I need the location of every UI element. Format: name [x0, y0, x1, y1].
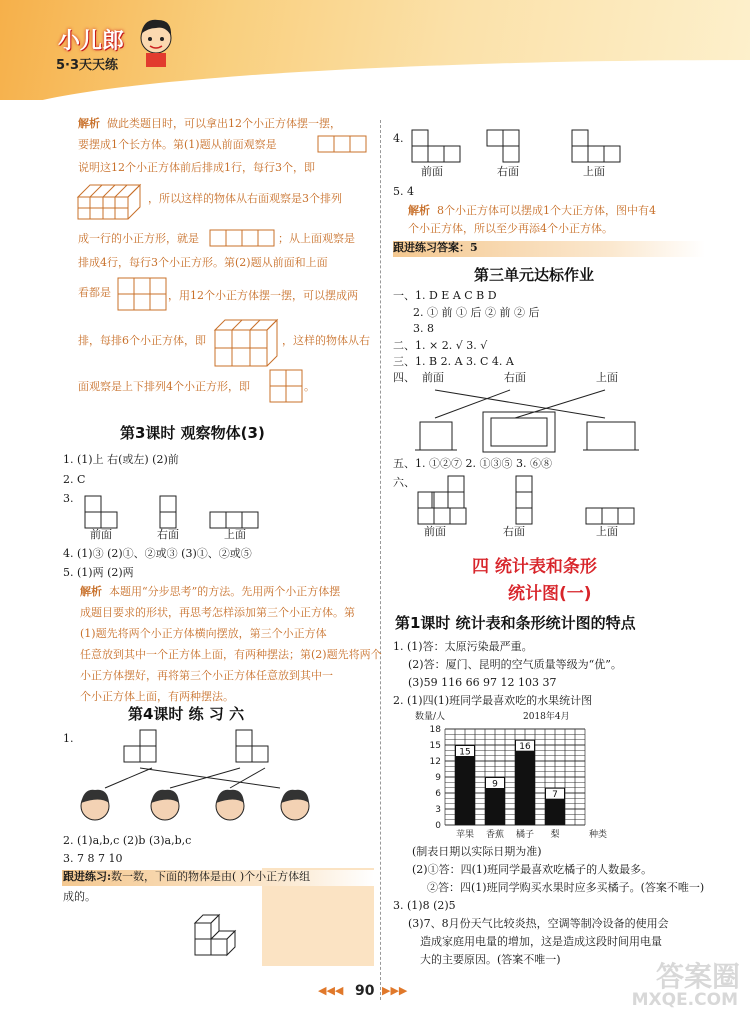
lesson1-title: 第1课时 统计表和条形统计图的特点 — [395, 614, 636, 632]
right-q4-view-top: 上面 — [583, 165, 605, 178]
bar-3 — [515, 740, 535, 825]
analysis-line-11: ，这样的物体从右 — [282, 334, 370, 347]
follow-practice-line2: 成的。 — [63, 890, 96, 903]
lesson1-a2: (2)答：厦门、昆明的空气质量等级为“优”。 — [408, 658, 622, 671]
lesson3-view-front: 前面 — [90, 528, 112, 541]
brand-logo: 小儿郎 — [58, 29, 125, 54]
y-axis-title: 数量/人 — [415, 712, 446, 722]
column-divider — [380, 120, 381, 1000]
cube-stack-figure — [195, 905, 247, 957]
unit3-line-8-label: 六、 — [393, 476, 415, 489]
analysis-line-6: ；从上面观察是 — [278, 232, 355, 245]
fruit-bar-chart — [410, 705, 630, 845]
analysis-line-12: 面观察是上下排列4个小正方形，即 — [78, 380, 250, 393]
lesson3-analysis-1: 解析 本题用“分步思考”的方法。先用两个小正方体摆 — [80, 585, 341, 598]
analysis-line-13: 。 — [304, 380, 315, 393]
lesson1-note: (制表日期以实际日期为准) — [412, 845, 542, 858]
right-q5-analysis-2: 个小正方体，所以至少再添4个小正方体。 — [408, 222, 613, 235]
y-tick-label: 0 — [435, 821, 441, 831]
right-q5: 5. 4 — [393, 185, 414, 198]
lesson1-a9: 造成家庭用电量的增加，这是造成这段时间用电量 — [420, 935, 662, 948]
next-page-arrows: ▶▶▶ — [382, 984, 408, 997]
lesson4-q2: 2. (1)a,b,c (2)b (3)a,b,c — [63, 834, 192, 847]
unit3-matching-figure — [415, 388, 655, 458]
cuboid-figure — [78, 183, 140, 221]
unit3-view-front: 前面 — [422, 371, 444, 384]
lesson4-matching-figure — [70, 728, 320, 833]
x-tick-label: 苹果 — [455, 830, 475, 840]
watermark-logo: 答案圈 — [655, 960, 740, 993]
right-q4-views — [412, 128, 652, 162]
lesson3-view-top: 上面 — [224, 528, 246, 541]
lesson3-views-figure — [85, 488, 325, 528]
lesson4-title: 第4课时 练 习 六 — [128, 705, 245, 723]
lesson1-a10: 大的主要原因。(答案不唯一) — [420, 953, 561, 966]
right-view-figure — [210, 230, 274, 246]
analysis-line-9: ，用12个小正方体摆一摆，可以摆成两 — [168, 289, 358, 302]
analysis-line-2: 要摆成1个长方体。第(1)题从前面观察是 — [78, 138, 277, 151]
y-tick-label: 12 — [429, 757, 441, 767]
bar-value-label: 7 — [552, 790, 558, 801]
unit3-line-2: 2. ① 前 ① 后 ② 前 ② 后 — [413, 306, 540, 319]
unit3-line-4: 二、1. × 2. √ 3. √ — [393, 339, 488, 352]
unit3-line-1: 一、1. D E A C B D — [393, 289, 497, 302]
chapter4-title-line2: 统计图(一) — [508, 584, 592, 604]
right-q4-label: 4. — [393, 132, 404, 145]
right-q4-view-front: 前面 — [421, 165, 443, 178]
lesson3-analysis-5: 小正方体摆好，再将第三个小正方体任意放到其中一 — [80, 669, 333, 682]
x-tick-label: 香蕉 — [485, 830, 505, 840]
lesson3-analysis-2: 成题目要求的形状，再思考怎样添加第三个小正方体。第 — [80, 606, 355, 619]
analysis-line-3: 说明这12个小正方体前后排成1行，每行3个，即 — [78, 161, 315, 174]
x-tick-label: 梨 — [550, 830, 560, 840]
unit3-title: 第三单元达标作业 — [474, 266, 595, 284]
lesson3-analysis-3: (1)题先将两个小正方体横向摆放，第三个小正方体 — [80, 627, 327, 640]
follow-answer: 跟进练习答案：5 — [393, 241, 478, 254]
lesson1-a6: ②答：四(1)班同学购买水果时应多买橘子。(答案不唯一) — [427, 881, 705, 894]
y-tick-label: 3 — [435, 805, 441, 815]
y-tick-label: 15 — [429, 741, 441, 751]
lesson3-q4: 4. (1)③ (2)①、②或③ (3)①、②或⑤ — [63, 547, 252, 560]
analysis-line-5: 成一行的小正方形，就是 — [78, 232, 199, 245]
analysis-line-10: 排，每排6个小正方体，即 — [78, 334, 206, 347]
lesson1-a7: 3. (1)8 (2)5 — [393, 899, 456, 912]
lesson3-analysis-4: 任意放到其中一个正方体上面，有两种摆法；第(2)题先将两个 — [80, 648, 382, 661]
prev-page-arrows: ◀◀◀ — [318, 984, 344, 997]
unit3-view-top: 上面 — [596, 371, 618, 384]
lesson1-a1: 1. (1)答：太原污染最严重。 — [393, 640, 533, 653]
analysis-line-4: ，所以这样的物体从右面观察是3个排列 — [148, 192, 342, 205]
bar-value-label: 9 — [492, 779, 498, 790]
unit3-six-top: 上面 — [596, 525, 618, 538]
cuboid-figure-2 — [215, 318, 277, 368]
bar-value-label: 15 — [459, 747, 471, 758]
unit3-six-views — [418, 474, 648, 524]
lesson1-a4: 2. (1)四(1)班同学最喜欢吃的水果统计图 — [393, 694, 593, 707]
analysis-line-1: 解析 做此类题目时，可以拿出12个小正方体摆一摆， — [78, 117, 341, 130]
lesson3-view-right: 右面 — [157, 528, 179, 541]
right-q4-view-right: 右面 — [497, 165, 519, 178]
lesson3-q3-label: 3. — [63, 492, 74, 505]
lesson4-q1-label: 1. — [63, 732, 74, 745]
lesson1-a8: (3)7、8月份天气比较炎热，空调等制冷设备的使用会 — [408, 917, 669, 930]
series-name: 5·3天天练 — [56, 58, 119, 73]
analysis-line-7: 排成4行，每行3个小正方形。第(2)题从前面和上面 — [78, 256, 328, 269]
lesson3-title: 第3课时 观察物体(3) — [120, 424, 265, 442]
lesson1-a3: (3)59 116 66 97 12 103 37 — [408, 676, 557, 689]
watermark-url: MXQE.COM — [631, 990, 738, 1010]
unit3-line-5: 三、1. B 2. A 3. C 4. A — [393, 355, 514, 368]
lesson1-a5: (2)①答：四(1)班同学最喜欢吃橘子的人数最多。 — [412, 863, 653, 876]
lesson3-q5: 5. (1)两 (2)两 — [63, 566, 134, 579]
analysis-line-8: 看都是 — [78, 286, 111, 299]
right-view-2x2-figure — [270, 370, 302, 402]
x-axis-title: 种类 — [589, 830, 608, 840]
right-q5-analysis-1: 解析 8个小正方体可以摆成1个大正方体，图中有4 — [408, 204, 656, 217]
unit3-six-right: 右面 — [503, 525, 525, 538]
chapter4-title-line1: 四 统计表和条形 — [472, 557, 597, 577]
lesson4-q3: 3. 7 8 7 10 — [63, 852, 123, 865]
y-tick-label: 6 — [435, 789, 441, 799]
unit3-line-7: 五、1. ①②⑦ 2. ①③⑤ 3. ⑥⑧ — [393, 457, 552, 470]
top-view-figure — [118, 278, 166, 310]
chart-date: 2018年4月 — [523, 712, 570, 722]
unit3-six-front: 前面 — [424, 525, 446, 538]
lesson3-analysis-6: 个小正方体上面，有两种摆法。 — [80, 690, 234, 703]
bar-value-label: 16 — [519, 742, 531, 753]
y-tick-label: 18 — [429, 725, 441, 735]
unit3-line-3: 3. 8 — [413, 322, 434, 335]
lesson3-q2: 2. C — [63, 473, 86, 486]
x-tick-label: 橘子 — [515, 830, 535, 840]
follow-practice-line: 跟进练习:数一数，下面的物体是由( )个小正方体组 — [63, 870, 311, 883]
page-number: 90 — [355, 983, 375, 999]
mascot-icon — [136, 14, 176, 68]
front-view-figure — [318, 136, 366, 152]
lesson3-q1: 1. (1)上 右(或左) (2)前 — [63, 453, 179, 466]
unit3-view-right: 右面 — [504, 371, 526, 384]
y-tick-label: 9 — [435, 773, 441, 783]
unit3-line-6-label: 四、 — [393, 371, 415, 384]
